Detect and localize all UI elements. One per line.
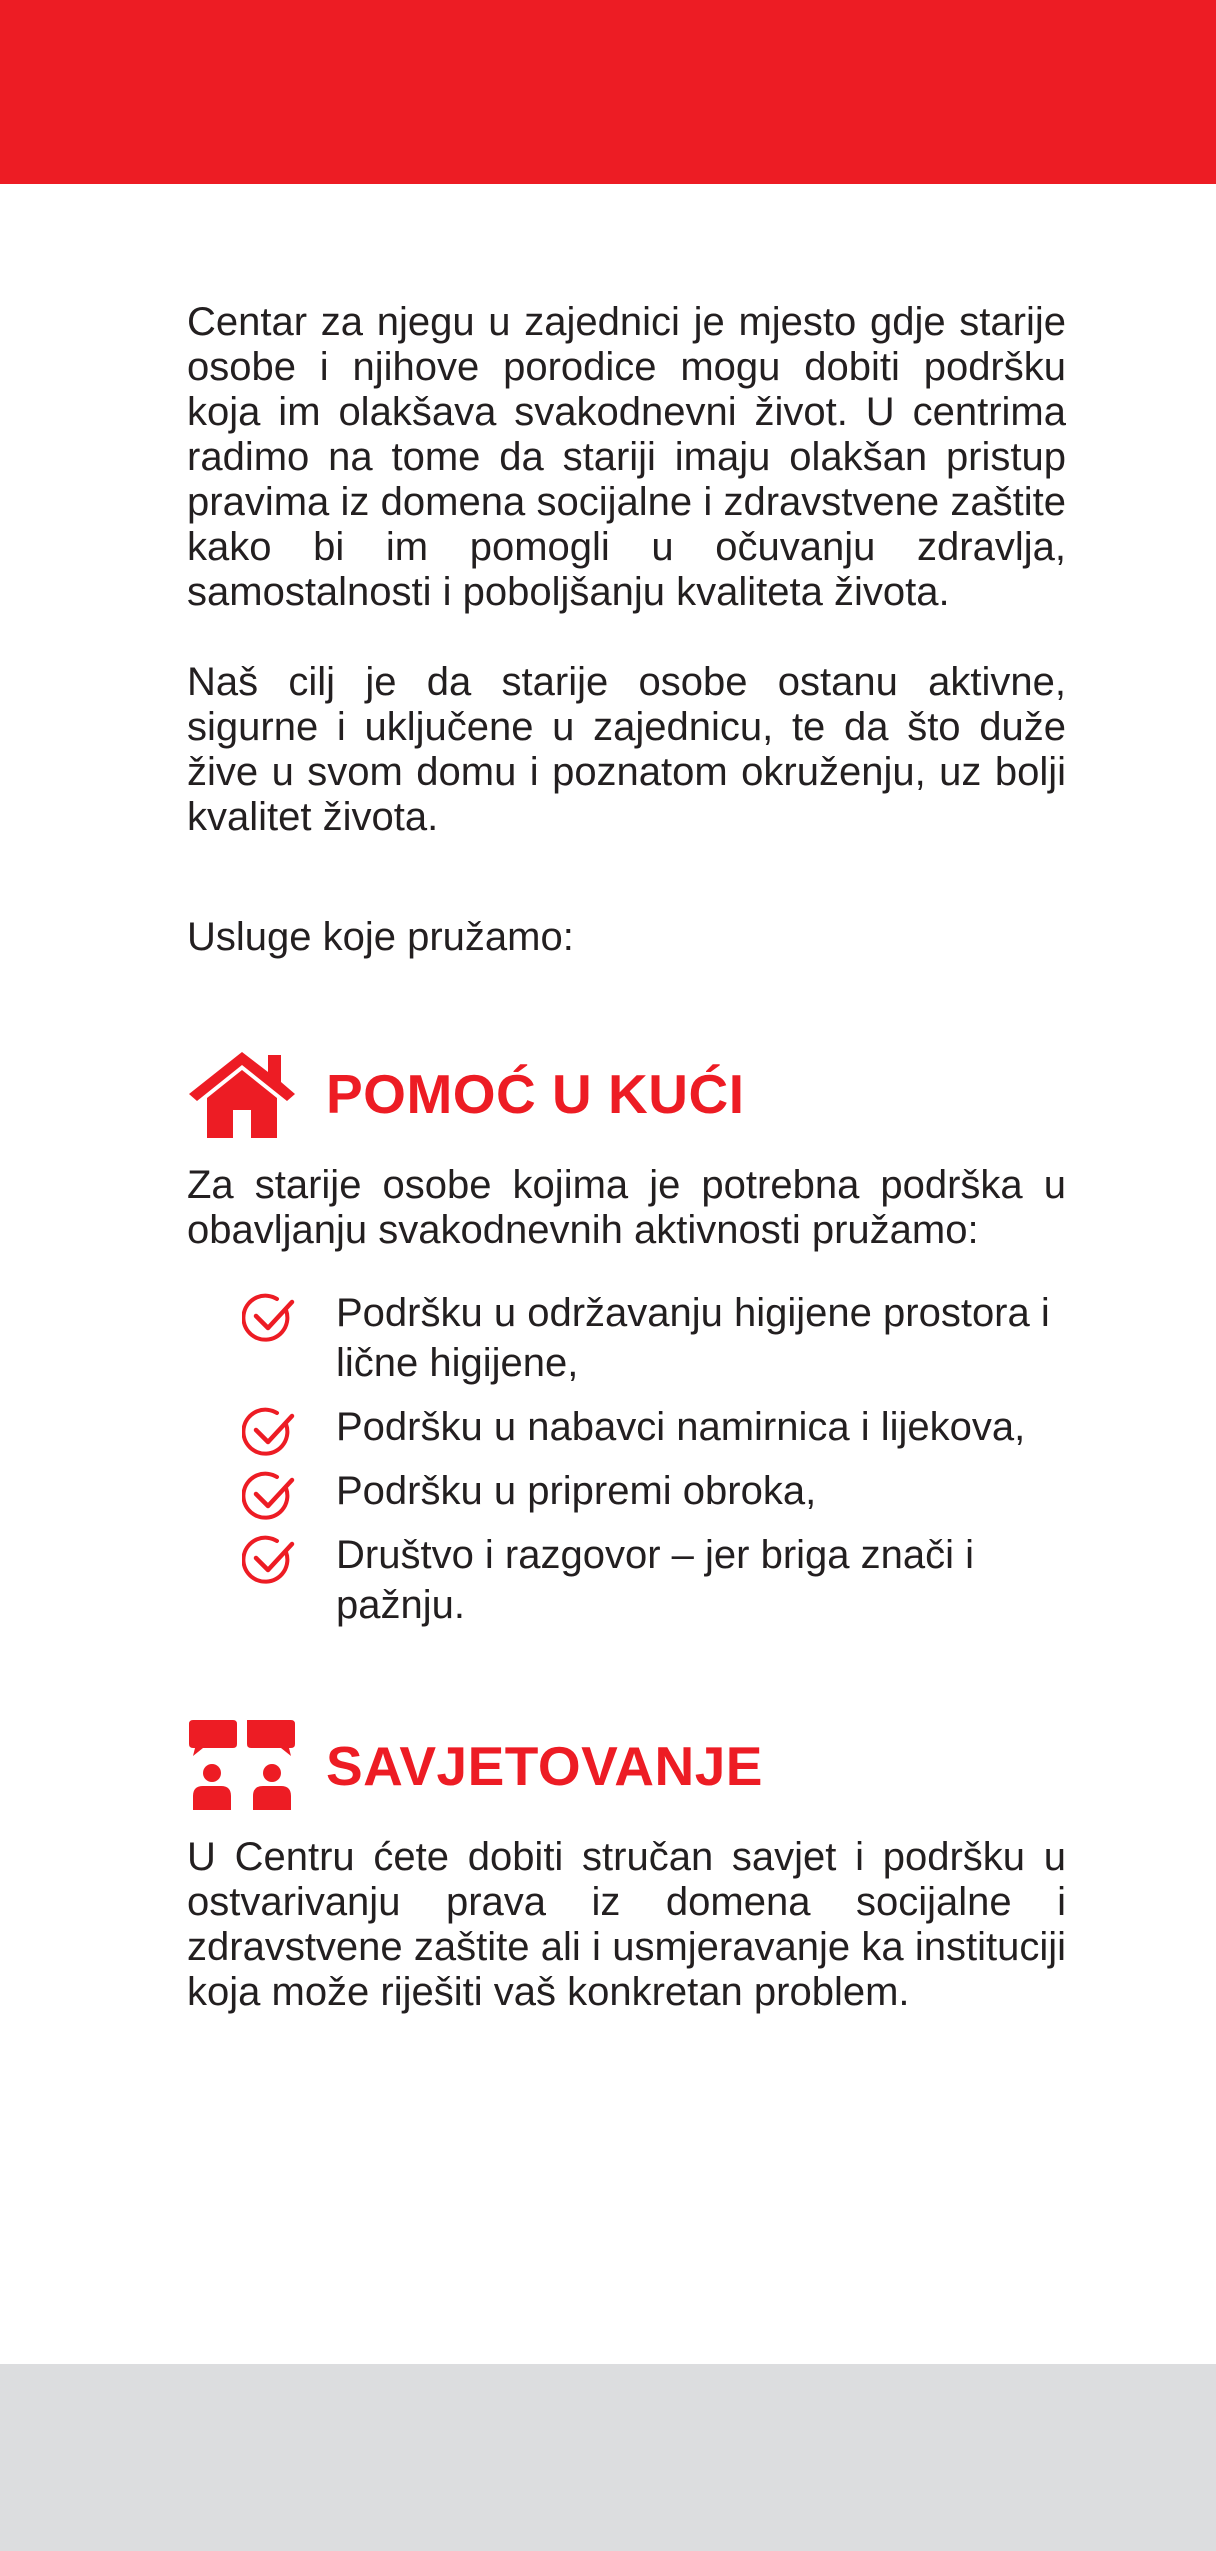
list-item (187, 1288, 1066, 1388)
check-circle-icon (242, 1406, 298, 1462)
intro-paragraph-1: Centar za njegu u zajednici je mjesto gdje starije osobe i njihove porodice mogu dobiti podršku koja im olakšava svakodnevni život. U centrima radimo na tome da stariji imaju olakšan pristup pravima iz domena socijalne i zdravstvene zaštite kako bi im pomogli u očuvanju zdravlja, samostalnosti i poboljšanju kvaliteta života. (187, 300, 1066, 614)
check-circle-icon (242, 1292, 298, 1348)
list-item (187, 1402, 1066, 1452)
counseling-title: SAVJETOVANJE (326, 1734, 763, 1797)
list-item-text: Podršku u pripremi obroka, (336, 1469, 817, 1513)
counseling-text: U Centru ćete dobiti stručan savjet i podršku u ostvarivanju prava iz domena socijalne i zdravstvene zaštite ali i usmjeravanje ka instituciji koja može riješiti vaš konkretan problem. (187, 1835, 1066, 2014)
home-help-heading (187, 1046, 1066, 1141)
bottom-gray-band (0, 2364, 1216, 2551)
intro-paragraph-2: Naš cilj je da starije osobe ostanu aktivne, sigurne i uključene u zajednicu, te da što duže žive u svom domu i poznatom okruženju, uz bolji kvalitet života. (187, 660, 1066, 839)
main-content (187, 300, 1066, 2015)
counseling-heading (187, 1718, 1066, 1813)
home-help-title: POMOĆ U KUĆI (326, 1062, 745, 1125)
services-intro: Usluge koje pružamo: (187, 915, 574, 959)
list-item (187, 1466, 1066, 1516)
check-circle-icon (242, 1470, 298, 1526)
list-item-text: Društvo i razgovor – jer briga znači i pažnju. (336, 1533, 975, 1627)
home-help-list (187, 1288, 1066, 1630)
list-item-text: Podršku u održavanju higijene prostora i lične higijene, (336, 1291, 1050, 1385)
check-circle-icon (242, 1534, 298, 1590)
home-help-text: Za starije osobe kojima je potrebna podrška u obavljanju svakodnevnih aktivnosti pružamo: (187, 1163, 1066, 1252)
house-icon (187, 1046, 297, 1141)
list-item-text: Podršku u nabavci namirnica i lijekova, (336, 1405, 1026, 1449)
counseling-icon (187, 1718, 297, 1813)
top-red-band (0, 0, 1216, 184)
list-item (187, 1530, 1066, 1630)
